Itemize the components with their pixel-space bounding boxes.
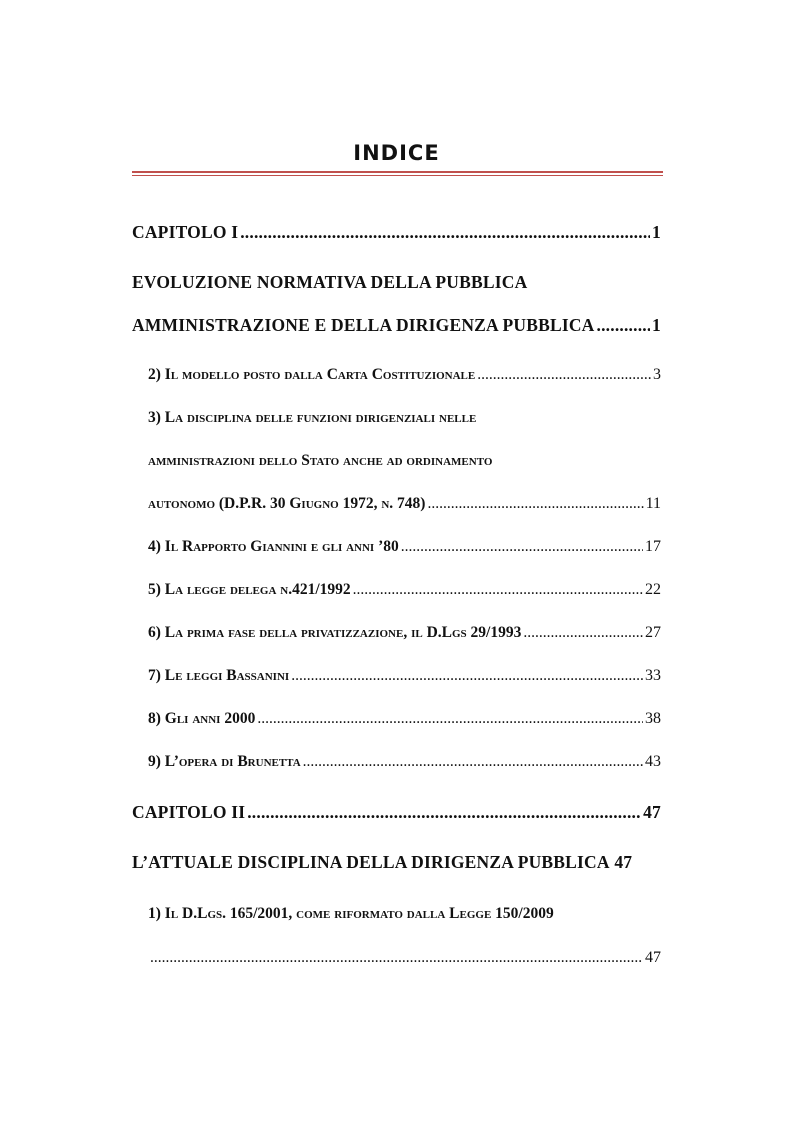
toc-entry-section-3-line1[interactable] [148, 409, 661, 427]
leader-dots [291, 667, 643, 685]
toc-entry-section-3-line3[interactable] [148, 495, 661, 513]
leader-dots [477, 366, 651, 384]
leader-dots [427, 495, 643, 513]
toc-entry-chapter1-subtitle-line2[interactable] [132, 315, 661, 336]
toc-page-number: 33 [645, 667, 661, 684]
toc-entry-capitolo-1[interactable] [132, 222, 661, 243]
toc-entry-section-9[interactable] [148, 753, 661, 771]
leader-dots [523, 624, 643, 642]
leader-dots [240, 222, 650, 243]
toc-entry-label: 8) Gli anni 2000 [148, 710, 256, 727]
leader-dots [353, 581, 643, 599]
toc-entry-label: amministrazioni dello Stato anche ad ordinamento [148, 452, 493, 469]
toc-entry-section-4[interactable] [148, 538, 661, 556]
toc-page-number: 11 [645, 495, 661, 512]
toc-entry-section-7[interactable] [148, 667, 661, 685]
toc-entry-label: 7) Le leggi Bassanini [148, 667, 290, 684]
toc-page-number: 3 [653, 366, 661, 383]
toc-entry-section-6[interactable] [148, 624, 661, 642]
toc-entry-label: 5) La legge delega n.421/1992 [148, 581, 351, 598]
toc-entry-label: CAPITOLO II [132, 802, 246, 822]
toc-entry-c2-section-1[interactable] [148, 905, 661, 923]
toc-entry-section-2[interactable] [148, 366, 661, 384]
toc-page-number: 1 [652, 222, 661, 242]
toc-entry-label: 2) Il modello posto dalla Carta Costituzionale [148, 366, 476, 383]
leader-dots [401, 538, 643, 556]
page-title: INDICE [353, 141, 440, 165]
toc-entry-section-8[interactable] [148, 710, 661, 728]
toc-entry-chapter1-subtitle-line1[interactable] [132, 272, 661, 293]
leader-dots [597, 315, 651, 336]
toc-page-number: 1 [652, 315, 661, 335]
toc-entry-label: 3) La disciplina delle funzioni dirigenziali nelle [148, 409, 477, 426]
toc-entry-label: CAPITOLO I [132, 222, 239, 242]
leader-dots [303, 753, 643, 771]
toc-page-number: 43 [645, 753, 661, 770]
toc-entry-label: 1) Il D.Lgs. 165/2001, come riformato dalla Legge 150/2009 [148, 905, 554, 922]
toc-page-number: 47 [643, 802, 661, 822]
toc-entry-section-5[interactable] [148, 581, 661, 599]
toc-entry-c2-section-1-page-line[interactable] [148, 949, 661, 967]
toc-entry-label: 4) Il Rapporto Giannini e gli anni ’80 [148, 538, 399, 555]
title-underline-thick [132, 171, 663, 173]
toc-entry-label: AMMINISTRAZIONE E DELLA DIRIGENZA PUBBLICA [132, 315, 595, 335]
toc-entry-section-3-line2[interactable] [148, 452, 661, 470]
toc-entry-chapter2-subtitle[interactable] [132, 852, 661, 873]
toc-entry-capitolo-2[interactable] [132, 802, 661, 823]
leader-dots [257, 710, 643, 728]
toc-entry-label: 9) L’opera di Brunetta [148, 753, 301, 770]
toc-entry-label: 6) La prima fase della privatizzazione, il D.Lgs 29/1993 [148, 624, 522, 641]
toc-entry-label: autonomo (D.P.R. 30 Giugno 1972, n. 748) [148, 495, 426, 512]
title-underline-thin [132, 175, 663, 176]
toc-page-number: 47 [645, 949, 661, 966]
toc-page-number: 22 [645, 581, 661, 598]
leader-dots [150, 949, 643, 967]
leader-dots [247, 802, 641, 823]
toc-page-number: 27 [645, 624, 661, 641]
toc-page-number: 47 [614, 852, 633, 872]
toc-entry-label: L’ATTUALE DISCIPLINA DELLA DIRIGENZA PUBBLICA [132, 852, 610, 872]
toc-entry-label: EVOLUZIONE NORMATIVA DELLA PUBBLICA [132, 272, 528, 292]
toc-page-number: 17 [645, 538, 661, 555]
toc-page-number: 38 [645, 710, 661, 727]
